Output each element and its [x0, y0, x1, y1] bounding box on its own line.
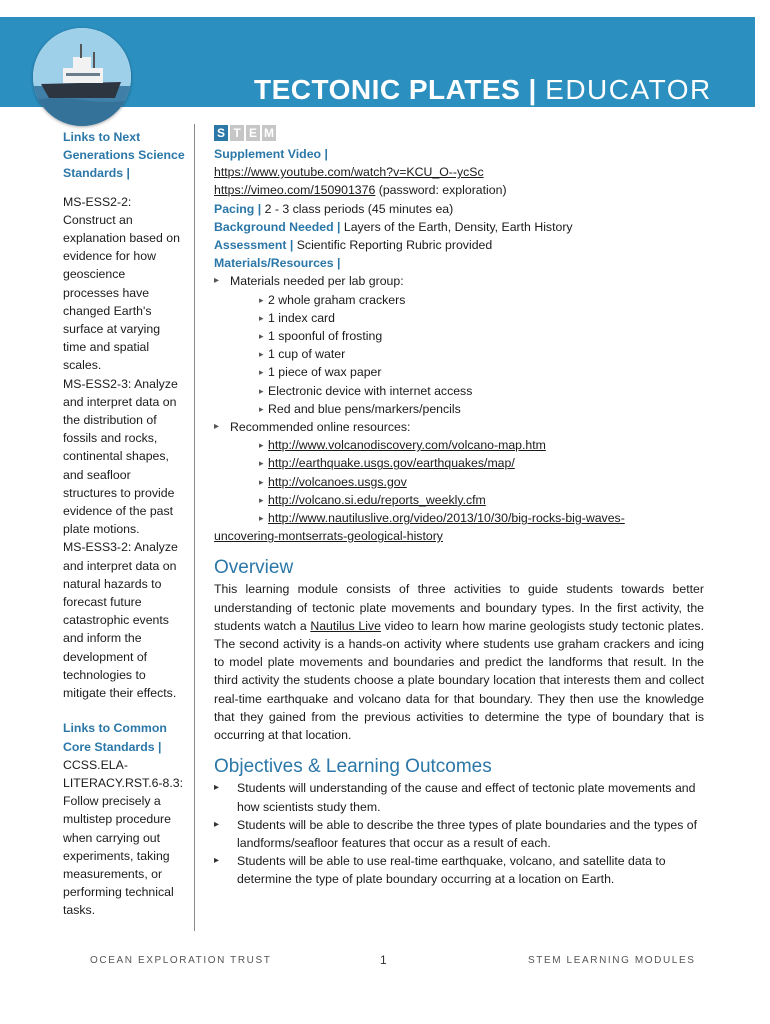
resource-link[interactable]: http://earthquake.usgs.gov/earthquakes/map/	[268, 456, 515, 471]
list-item: ▸ Students will understanding of the cause and effect of tectonic plate movements and how scientists study them.	[214, 779, 704, 815]
list-item: ▸ 1 cup of water	[214, 345, 704, 363]
vimeo-password: (password: exploration)	[375, 183, 507, 198]
materials-intro: ▸ Materials needed per lab group:	[214, 272, 704, 290]
list-item: ▸ 1 spoonful of frosting	[214, 327, 704, 345]
resource-link[interactable]: http://volcanoes.usgs.gov	[268, 474, 407, 489]
ship-logo	[33, 28, 131, 126]
assessment-label: Assessment |	[214, 238, 294, 253]
resource-link-nautilus-cont[interactable]: uncovering-montserrats-geological-history	[214, 529, 443, 544]
title-topic: TECTONIC PLATES |	[254, 74, 537, 105]
list-item: ▸ Red and blue pens/markers/pencils	[214, 400, 704, 418]
pacing-label: Pacing |	[214, 201, 262, 216]
vimeo-link[interactable]: https://vimeo.com/150901376	[214, 183, 376, 198]
list-item: ▸ 1 index card	[214, 309, 704, 327]
overview-heading: Overview	[214, 557, 294, 579]
list-item: ▸ 2 whole graham crackers	[214, 291, 704, 309]
background-value: Layers of the Earth, Density, Earth History	[340, 219, 573, 234]
page-number: 1	[380, 953, 387, 967]
main-content	[214, 125, 704, 889]
title-audience: EDUCATOR	[545, 74, 712, 105]
stem-badge-e: E	[246, 125, 260, 141]
materials-label: Materials/Resources |	[214, 256, 341, 271]
resources-intro: ▸ Recommended online resources:	[214, 418, 704, 436]
video-label: Supplement Video |	[214, 147, 328, 161]
resource-link-nautilus[interactable]: http://www.nautiluslive.org/video/2013/10/30/big-rocks-big-waves-	[268, 511, 625, 526]
list-item: ▸ Students will be able to use real-time earthquake, volcano, and satellite data to determine the type of plate boundary occurring at a location on Earth.	[214, 852, 704, 888]
assessment-value: Scientific Reporting Rubric provided	[293, 238, 493, 253]
ccss-heading[interactable]: Links to Common Core Standards |	[63, 721, 167, 754]
standards-sidebar	[63, 128, 189, 920]
list-item: ▸ Electronic device with internet access	[214, 382, 704, 400]
ngss-heading[interactable]: Links to Next Generations Science Standards |	[63, 130, 185, 181]
list-item: ▸ 1 piece of wax paper	[214, 363, 704, 381]
youtube-link[interactable]: https://www.youtube.com/watch?v=KCU_O--ycSc	[214, 165, 484, 180]
ccss-standards: CCSS.ELA- LITERACY.RST.6-8.3: Follow precisely a multistep procedure when carrying out experiments, taking measurements, or performing technical tasks.	[63, 757, 184, 918]
footer-org: OCEAN EXPLORATION TRUST	[90, 955, 272, 966]
research-ship-icon	[33, 28, 131, 126]
ngss-standards: MS-ESS2-2: Construct an explanation based on evidence for how geoscience processes have changed Earth's surface at varying time and spatial scales. MS-ESS2-3: Analyze and interpret data on the distribution of fossils and rocks, continental shapes, and seafloor structures to provide evidence of the past plate motions. MS-ESS3-2: Analyze and interpret data on natural hazards to forecast future catastrophic events and inform the development of technologies to mitigate their effects.	[63, 194, 180, 701]
stem-badge-t: T	[230, 125, 244, 141]
background-label: Background Needed |	[214, 219, 341, 234]
objectives-heading: Objectives & Learning Outcomes	[214, 756, 492, 778]
footer-series: STEM LEARNING MODULES	[528, 955, 696, 966]
column-divider	[194, 124, 195, 931]
resources-list	[214, 436, 704, 545]
resource-link[interactable]: http://www.volcanodiscovery.com/volcano-map.htm	[268, 438, 546, 453]
list-item: ▸ Students will be able to describe the three types of plate boundaries and the types of landforms/seafloor features that occur as a result of each.	[214, 816, 704, 852]
page-title	[254, 74, 712, 106]
nautilus-live-link[interactable]: Nautilus Live	[310, 618, 381, 633]
objectives-list	[214, 779, 704, 888]
stem-badge-m: M	[264, 126, 274, 140]
resource-link[interactable]: http://volcano.si.edu/reports_weekly.cfm	[268, 492, 486, 507]
stem-badge-s: S	[214, 125, 228, 141]
pacing-value: 2 - 3 class periods (45 minutes ea)	[261, 201, 454, 216]
overview-text: This learning module consists of three activities to guide students towards better understanding of tectonic plate movements and boundary types. In the first activity, the students watch a Nautilus Live video to learn how marine geologists study tectonic plates. The second activity is a hands-on activity where students use graham crackers and icing to model plate movements and boundaries and predict the landforms that result. In the third activity the students choose a plate boundary location that interests them and collect real-time earthquake and volcano data for that boundary. They then use the knowledge that they gained from the previous activities to determine the type of boundary that is occurring at that location.	[214, 582, 705, 743]
stem-badges	[214, 125, 704, 142]
materials-list	[214, 291, 704, 418]
